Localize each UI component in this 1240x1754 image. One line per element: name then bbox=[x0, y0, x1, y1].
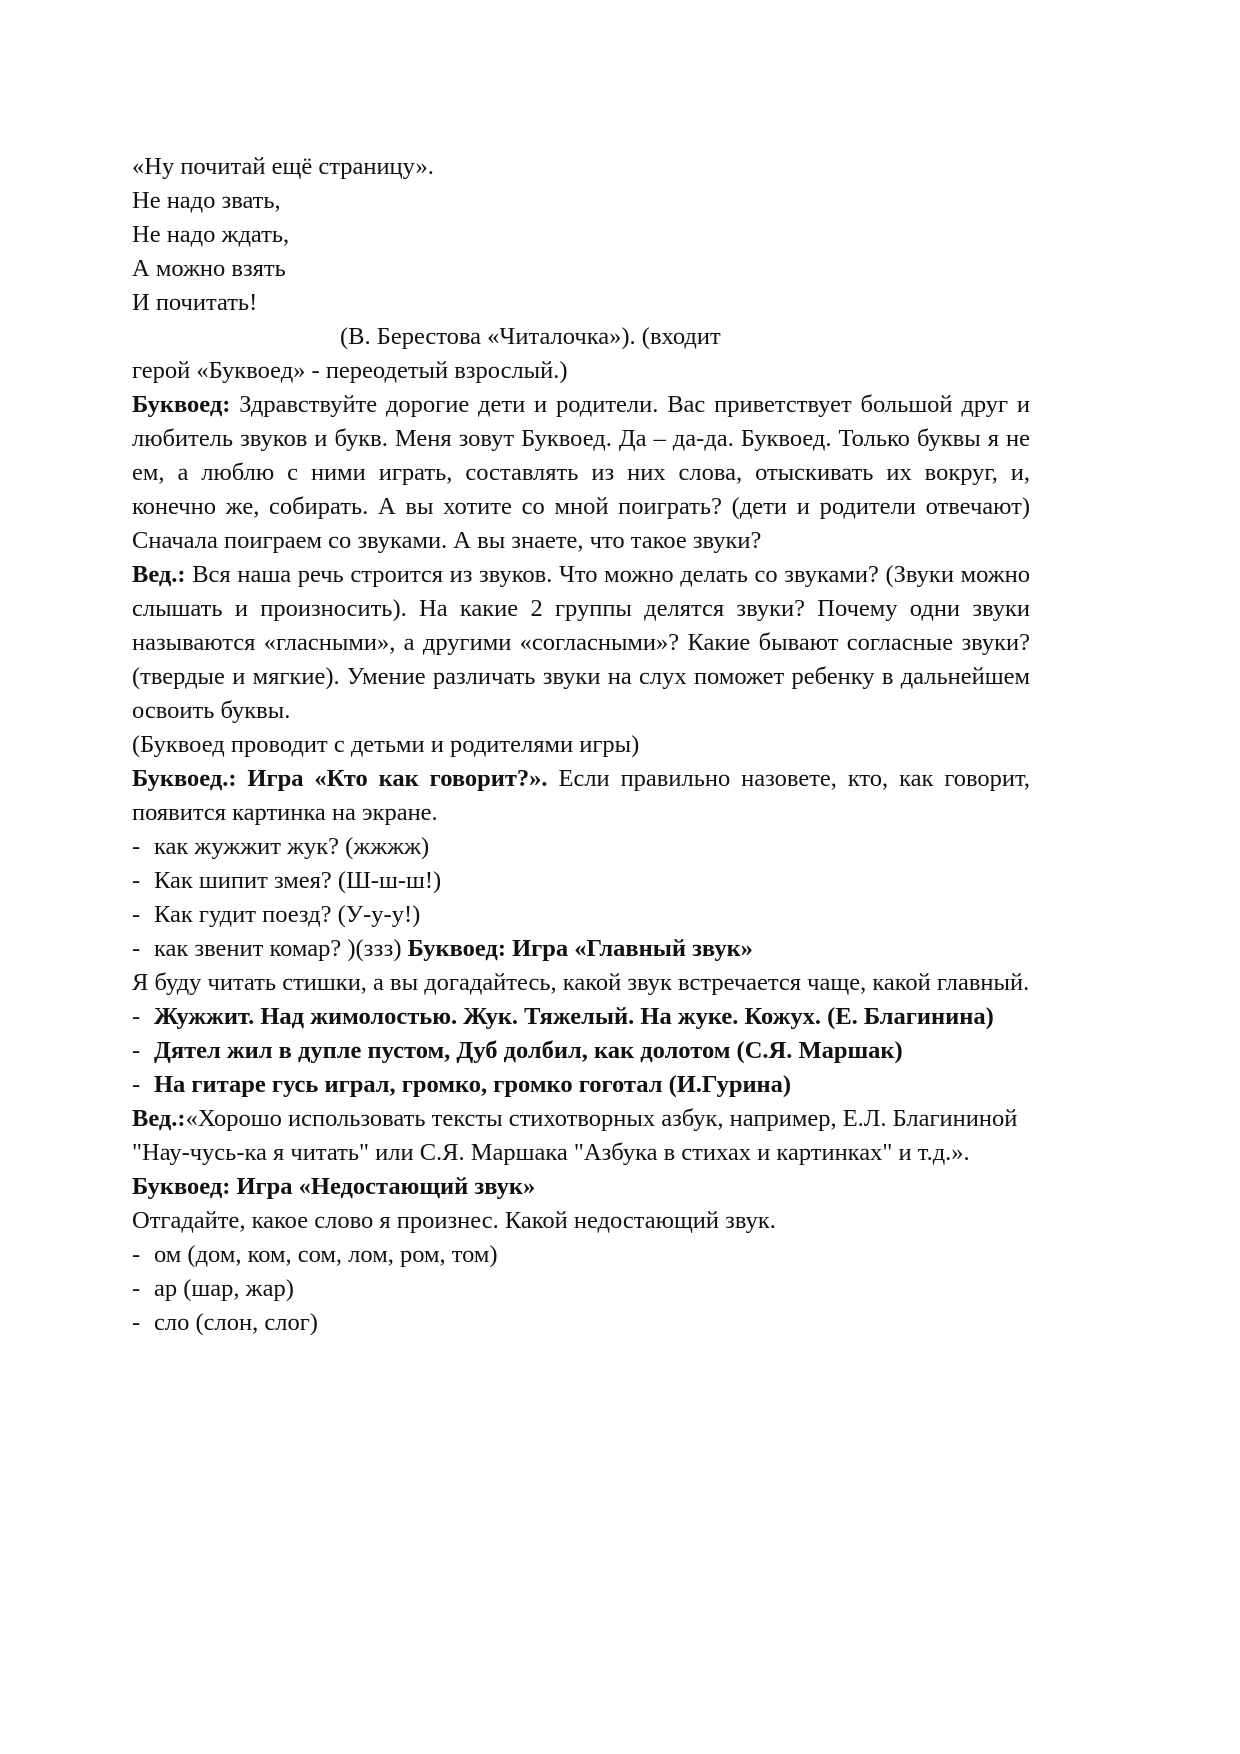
list-item bbox=[132, 830, 1030, 864]
list-item bbox=[132, 932, 1030, 966]
game-heading: Буквоед.: Игра «Кто как говорит?». bbox=[132, 765, 548, 792]
list-item-text: ар (шар, жар) bbox=[154, 1275, 294, 1302]
speaker-label: Вед.: bbox=[132, 1105, 186, 1132]
list-marker: - bbox=[132, 1275, 141, 1302]
list-item-text: Жужжит. Над жимолостью. Жук. Тяжелый. На жуке. Кожух. (Е. Благинина) bbox=[154, 1003, 994, 1030]
list-marker: - bbox=[132, 1309, 141, 1336]
list-item-text: Дятел жил в дупле пустом, Дуб долбил, как долотом (С.Я. Маршак) bbox=[154, 1037, 903, 1064]
poem-line: А можно взять bbox=[132, 255, 286, 282]
poem bbox=[132, 150, 1030, 388]
list-item-text: Как гудит поезд? (У-у-у!) bbox=[154, 901, 421, 928]
list-item bbox=[132, 1306, 1030, 1340]
list-item-text: сло (слон, слог) bbox=[154, 1309, 318, 1336]
poem-line: Не надо ждать, bbox=[132, 221, 290, 248]
list-marker: - bbox=[132, 867, 141, 894]
game-intro: Отгадайте, какое слово я произнес. Какой недостающий звук. bbox=[132, 1207, 776, 1234]
list-marker: - bbox=[132, 833, 141, 860]
list-item bbox=[132, 1000, 1030, 1034]
paragraph-text: «Хорошо использовать тексты стихотворных азбук, например, Е.Л. Благининой "Нау-чусь-ка я читать" или С.Я. Маршака "Азбука в стихах и картинках" и т.д.». bbox=[132, 1105, 1018, 1166]
list-item bbox=[132, 1272, 1030, 1306]
list-item-text: На гитаре гусь играл, громко, громко гоготал (И.Гурина) bbox=[154, 1071, 792, 1098]
game-heading: Буквоед: Игра «Главный звук» bbox=[407, 935, 753, 962]
list-marker: - bbox=[132, 901, 141, 928]
document-page bbox=[132, 150, 1030, 1340]
stage-note: (Буквоед проводит с детьми и родителями игры) bbox=[132, 731, 640, 758]
list-marker: - bbox=[132, 935, 141, 962]
paragraph-text: Если правильно назовете, кто, как говорит, появится картинка на экране. bbox=[132, 765, 1031, 826]
poem-line: И почитать! bbox=[132, 289, 258, 316]
paragraph-text: Вся наша речь строится из звуков. Что можно делать со звуками? (Звуки можно слышать и произносить). На какие 2 группы делятся звуки? Почему одни звуки называются «гласными», а другими «согласными»? Какие бывают согласные звуки? (твердые и мягкие). Умение различать звуки на слух поможет ребенку в дальнейшем освоить буквы. bbox=[132, 561, 1030, 724]
list-item bbox=[132, 1034, 1030, 1068]
stage-direction: герой «Буквоед» - переодетый взрослый.) bbox=[132, 357, 568, 384]
presenter-paragraph bbox=[132, 1102, 1030, 1170]
list-item-plain: как звенит комар? )(ззз) bbox=[154, 935, 408, 962]
game-main-sound-intro: Я буду читать стишки, а вы догадайтесь, какой звук встречается чаще, какой главный. bbox=[132, 969, 1030, 996]
bukvoed-intro-paragraph bbox=[132, 388, 1030, 558]
list-item bbox=[132, 898, 1030, 932]
poem-line: Не надо звать, bbox=[132, 187, 281, 214]
list-item-text: как жужжит жук? (жжжж) bbox=[154, 833, 430, 860]
game-heading: Буквоед: Игра «Недостающий звук» bbox=[132, 1173, 536, 1200]
list-marker: - bbox=[132, 1003, 141, 1030]
poem-line: «Ну почитай ещё страницу». bbox=[132, 153, 434, 180]
list-item bbox=[132, 1068, 1030, 1102]
paragraph-text: Здравствуйте дорогие дети и родители. Вас приветствует большой друг и любитель звуков и букв. Меня зовут Буквоед. Да – да-да. Буквоед. Только буквы я не ем, а люблю с ними играть, составлять из них слова, отыскивать их вокруг, и, конечно же, собирать. А вы хотите со мной поиграть? (дети и родители отвечают) Сначала поиграем со звуками. А вы знаете, что такое звуки? bbox=[132, 391, 1030, 554]
list-item-text: Как шипит змея? (Ш-ш-ш!) bbox=[154, 867, 442, 894]
speaker-label: Буквоед: bbox=[132, 391, 231, 418]
list-marker: - bbox=[132, 1071, 141, 1098]
list-item bbox=[132, 864, 1030, 898]
list-item bbox=[132, 1238, 1030, 1272]
presenter-paragraph bbox=[132, 558, 1030, 728]
list-item-text bbox=[154, 932, 1030, 966]
poem-attribution: (В. Берестова «Читалочка»). (входит bbox=[340, 323, 721, 350]
speaker-label: Вед.: bbox=[132, 561, 186, 588]
game-who-speaks bbox=[132, 762, 1030, 830]
list-item-text: ом (дом, ком, сом, лом, ром, том) bbox=[154, 1241, 498, 1268]
list-marker: - bbox=[132, 1241, 141, 1268]
list-marker: - bbox=[132, 1037, 141, 1064]
